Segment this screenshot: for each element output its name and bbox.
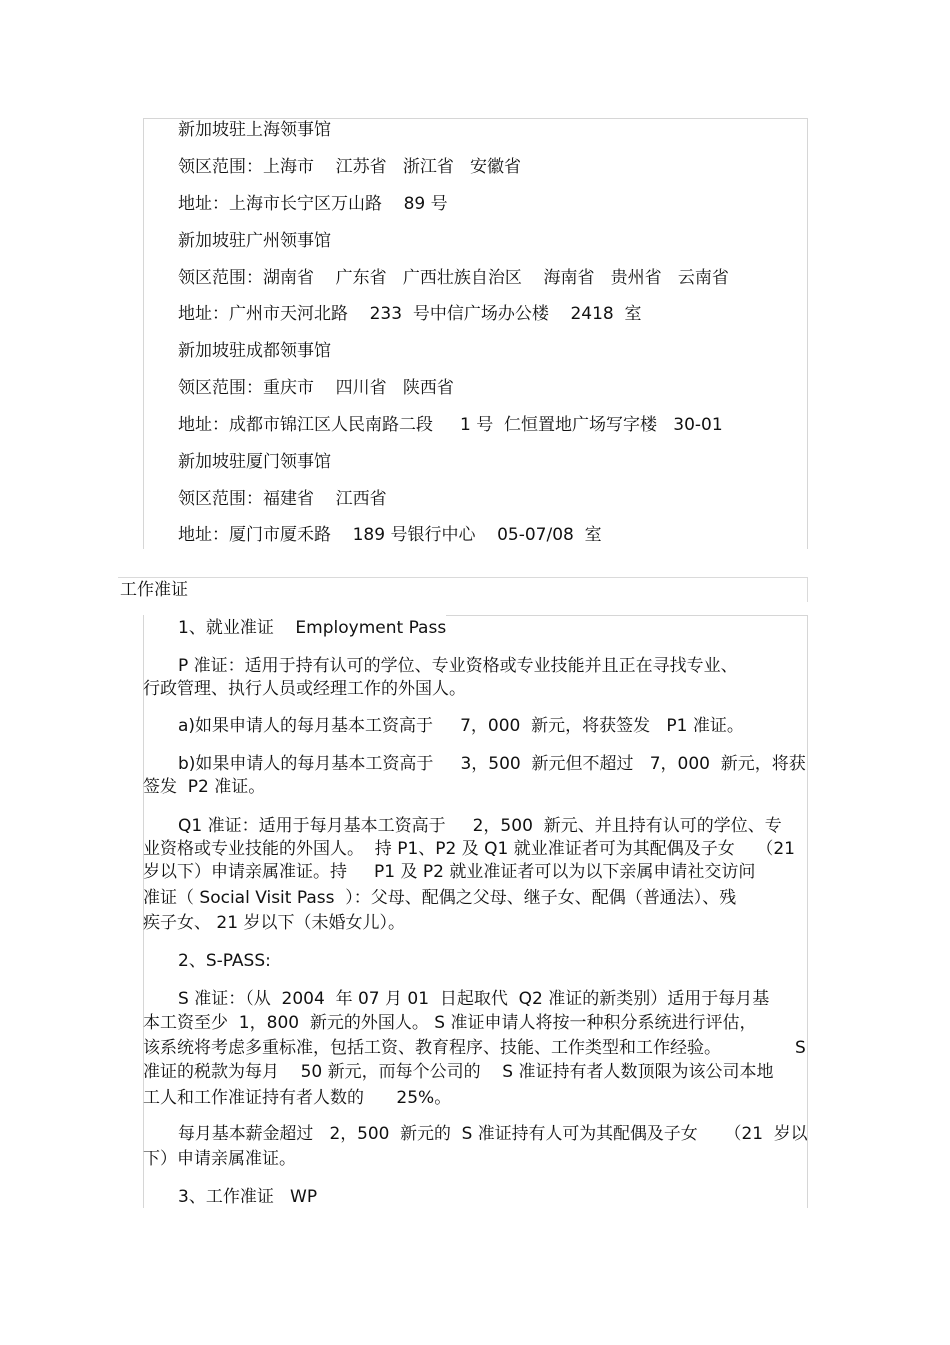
consulate-name: 新加坡驻上海领事馆: [178, 120, 331, 140]
consulate-list-frame: [143, 118, 808, 549]
consulate-scope: 领区范围：湖南省 广东省 广西壮族自治区 海南省 贵州省 云南省: [178, 268, 729, 288]
s-pass-line: 准证的税款为每月 50 新元，而每个公司的 S 准证持有者人数顶限为该公司本地: [143, 1062, 774, 1082]
wp-heading: 3、工作准证 WP: [178, 1187, 318, 1207]
s-pass-line: 工人和工作准证持有者人数的 25%。: [143, 1088, 452, 1108]
p2-criteria-line: b)如果申请人的每月基本工资高于 3，500 新元但不超过 7，000 新元，将获: [178, 754, 806, 774]
consulate-address: 地址：上海市长宁区万山路 89 号: [178, 194, 448, 214]
s-pass-line: 该系统将考虑多重标准，包括工资、教育程序、技能、工作类型和工作经验。: [143, 1038, 721, 1058]
consulate-address: 地址：广州市天河北路 233 号中信广场办公楼 2418 室: [178, 304, 642, 324]
p-pass-line: P 准证：适用于持有认可的学位、专业资格或专业技能并且正在寻找专业、: [178, 656, 738, 676]
q1-line: 疾子女、 21 岁以下（未婚女儿）。: [143, 913, 405, 933]
s-pass-trailing-s: S: [795, 1038, 806, 1058]
s-pass-line: S 准证：（从 2004 年 07 月 01 日起取代 Q2 准证的新类别）适用于每月基: [178, 989, 770, 1009]
consulate-name: 新加坡驻成都领事馆: [178, 341, 331, 361]
consulate-name: 新加坡驻厦门领事馆: [178, 452, 331, 472]
consulate-scope: 领区范围：重庆市 四川省 陕西省: [178, 378, 454, 398]
spass-heading: 2、S-PASS:: [178, 951, 271, 971]
consulate-address: 地址：成都市锦江区人民南路二段 1 号 仁恒置地广场写字楼 30-01: [178, 415, 723, 435]
q1-line: 岁以下）申请亲属准证。持 P1 及 P2 就业准证者可以为以下亲属申请社交访问: [143, 862, 756, 882]
section-title: 工作准证: [120, 580, 188, 600]
s-family-line: 每月基本薪金超过 2，500 新元的 S 准证持有人可为其配偶及子女 （21 岁以: [178, 1124, 808, 1144]
q1-line: Q1 准证：适用于每月基本工资高于 2，500 新元、并且持有认可的学位、专: [178, 816, 782, 836]
p1-criteria: a)如果申请人的每月基本工资高于 7，000 新元，将获签发 P1 准证。: [178, 716, 744, 736]
consulate-name: 新加坡驻广州领事馆: [178, 231, 331, 251]
s-family-line: 下）申请亲属准证。: [143, 1149, 296, 1169]
q1-line: 准证（ Social Visit Pass ）：父母、配偶之父母、继子女、配偶（普通法）、残: [143, 888, 737, 908]
q1-line: 业资格或专业技能的外国人。 持 P1、P2 及 Q1 就业准证者可为其配偶及子女 （21: [143, 839, 796, 859]
consulate-scope: 领区范围：上海市 江苏省 浙江省 安徽省: [178, 157, 522, 177]
p2-criteria-line: 签发 P2 准证。: [143, 777, 266, 797]
section-title-frame: [118, 577, 808, 602]
consulate-scope: 领区范围：福建省 江西省: [178, 489, 387, 509]
ep-heading: 1、就业准证 Employment Pass: [178, 618, 447, 638]
s-pass-line: 本工资至少 1，800 新元的外国人。 S 准证申请人将按一种积分系统进行评估，: [143, 1013, 757, 1033]
consulate-address: 地址：厦门市厦禾路 189 号银行中心 05-07/08 室: [178, 525, 602, 545]
p-pass-line: 行政管理、执行人员或经理工作的外国人。: [143, 679, 466, 699]
